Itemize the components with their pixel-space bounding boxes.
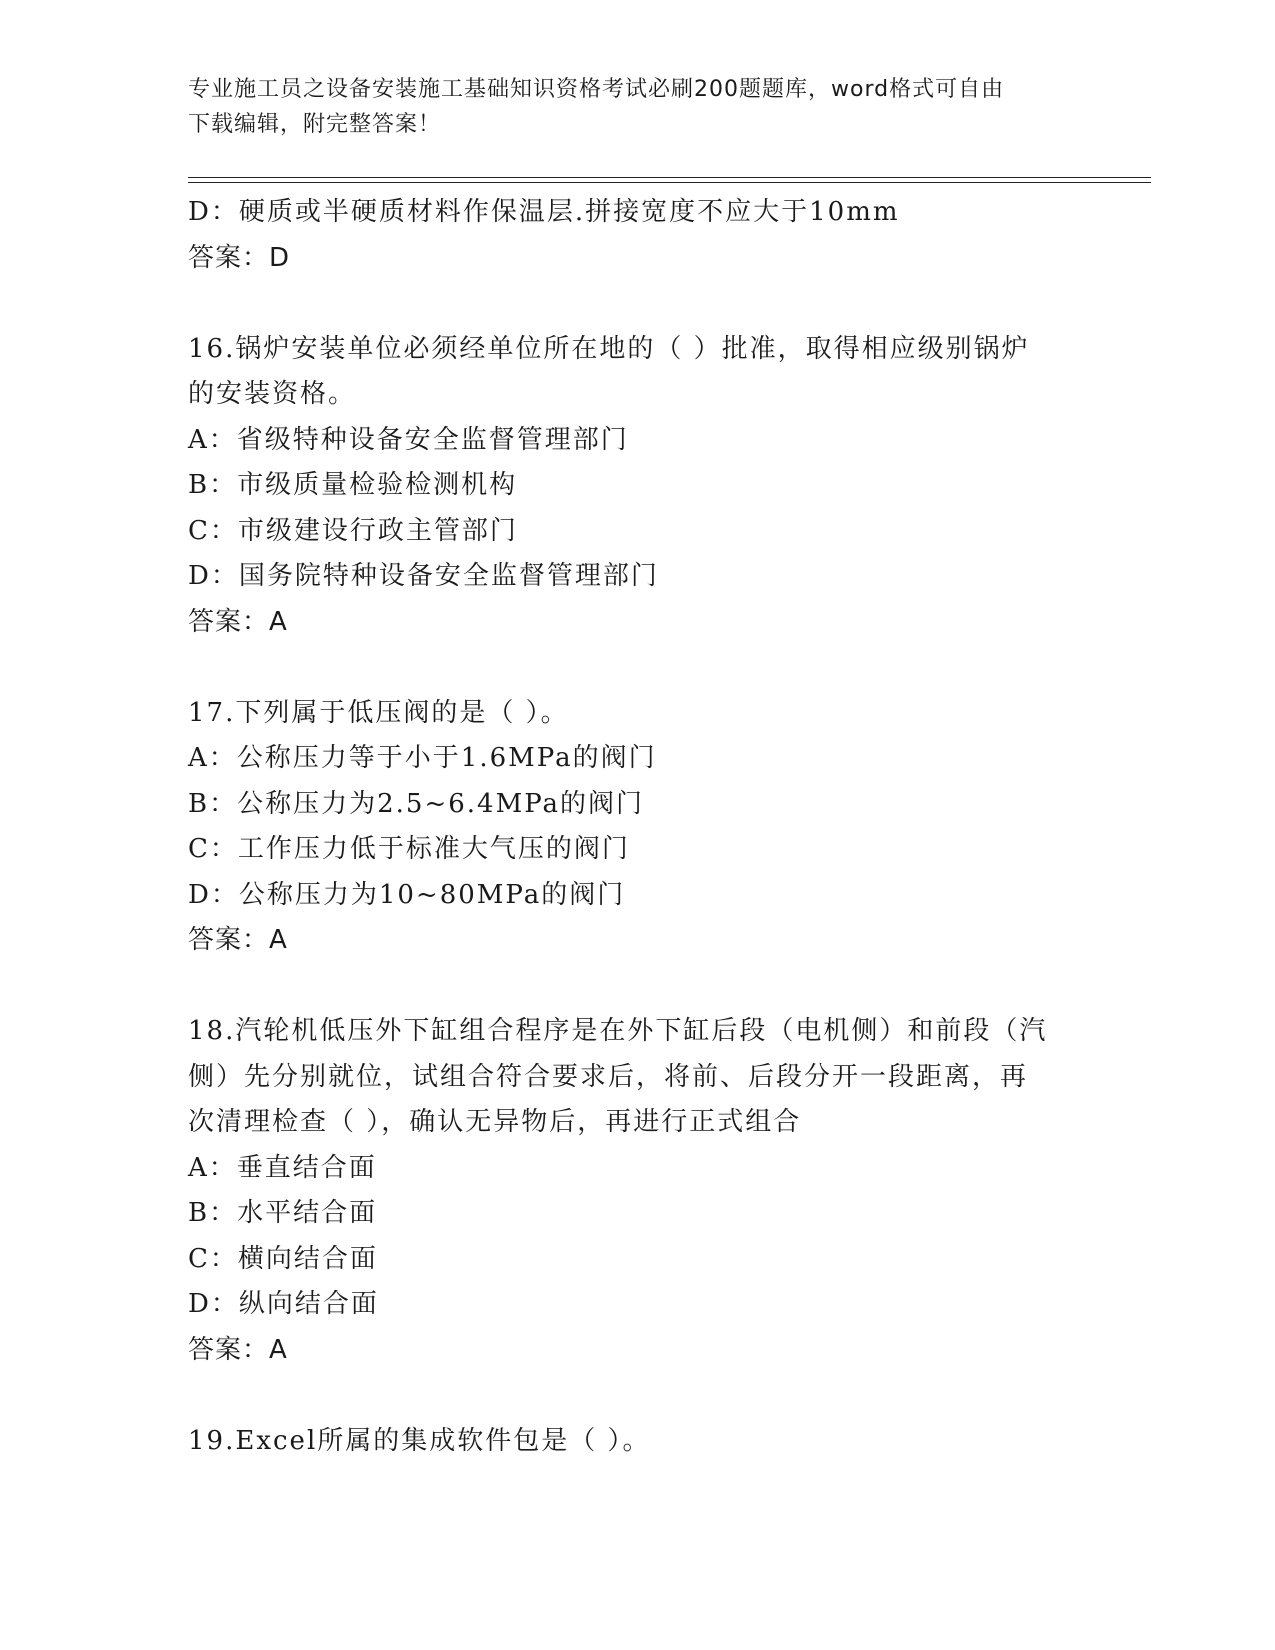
question-17-option-a: A：公称压力等于小于1.6MPa的阀门 xyxy=(188,743,657,773)
spacer xyxy=(188,1373,1108,1419)
header-divider-bottom xyxy=(188,182,1151,183)
question-15-answer: 答案：D xyxy=(188,242,291,273)
question-16-option-b: B：市级质量检验检测机构 xyxy=(188,470,518,500)
question-17-option-b: B：公称压力为2.5~6.4MPa的阀门 xyxy=(188,788,645,819)
question-17-option-d: D：公称压力为10~80MPa的阀门 xyxy=(188,879,626,910)
question-17-option-c: C：工作压力低于标准大气压的阀门 xyxy=(188,834,630,864)
header-divider-top xyxy=(188,177,1151,178)
question-17 xyxy=(188,691,1108,964)
spacer xyxy=(188,964,1108,1010)
question-17-stem-line-1: 17.下列属于低压阀的是（ ）。 xyxy=(188,697,569,728)
question-16-stem-line-2: 的安装资格。 xyxy=(188,379,357,409)
question-18 xyxy=(188,1009,1108,1373)
question-16-option-c: C：市级建设行政主管部门 xyxy=(188,515,518,546)
question-18-stem-line-2: 侧）先分别就位，试组合符合要求后，将前、后段分开一段距离，再 xyxy=(188,1061,1029,1092)
question-16 xyxy=(188,327,1108,646)
question-18-option-c: C：横向结合面 xyxy=(188,1243,378,1274)
question-list xyxy=(188,190,1108,1464)
question-16-option-d: D：国务院特种设备安全监督管理部门 xyxy=(188,561,659,591)
question-16-option-a: A：省级特种设备安全监督管理部门 xyxy=(188,424,629,455)
question-18-answer: 答案：A xyxy=(188,1334,288,1365)
question-19 xyxy=(188,1419,1108,1465)
spacer xyxy=(188,645,1108,691)
document-header xyxy=(188,72,1088,142)
question-18-option-b: B：水平结合面 xyxy=(188,1198,378,1228)
question-16-answer: 答案：A xyxy=(188,606,288,637)
header-line-1: 专业施工员之设备安装施工基础知识资格考试必刷200题题库，word格式可自由 xyxy=(188,77,1005,102)
question-16-stem-line-1: 16.锅炉安装单位必须经单位所在地的（ ）批准，取得相应级别锅炉 xyxy=(188,333,1030,364)
question-18-stem-line-1: 18.汽轮机低压外下缸组合程序是在外下缸后段（电机侧）和前段（汽 xyxy=(188,1016,1048,1046)
question-18-option-a: A：垂直结合面 xyxy=(188,1152,377,1183)
question-17-answer: 答案：A xyxy=(188,925,288,955)
header-line-2: 下载编辑，附完整答案！ xyxy=(188,112,442,137)
question-18-stem-line-3: 次清理检查（ ），确认无异物后，再进行正式组合 xyxy=(188,1107,802,1137)
question-19-stem-line-1: 19.Excel所属的集成软件包是（ ）。 xyxy=(188,1425,651,1456)
spacer xyxy=(188,281,1108,327)
question-15 xyxy=(188,190,1108,281)
question-18-option-d: D：纵向结合面 xyxy=(188,1289,379,1319)
question-15-option-d: D：硬质或半硬质材料作保温层.拼接宽度不应大于10mm xyxy=(188,197,900,227)
